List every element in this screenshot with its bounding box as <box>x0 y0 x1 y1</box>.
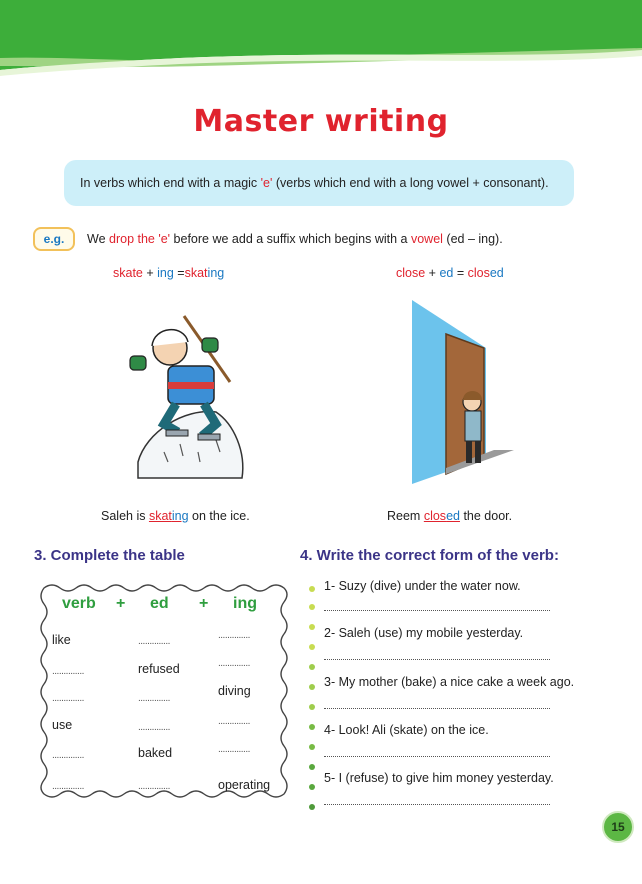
formula-right-a: close <box>396 266 426 280</box>
example-text-3: before we add a suffix which begins with a <box>170 232 411 246</box>
caption-left <box>101 509 250 523</box>
caption-left-c: ing <box>171 509 189 523</box>
cell-r4-ed: .............. <box>138 722 170 733</box>
answer-line-1[interactable] <box>324 610 550 611</box>
formula-right-f: ed <box>489 266 504 280</box>
bullet-dot <box>309 704 315 710</box>
bullet-dot <box>309 604 315 610</box>
formula-right-c: ed <box>439 266 454 280</box>
caption-left-a: Saleh is <box>101 509 149 523</box>
caption-right-a: Reem <box>387 509 424 523</box>
cell-r5-ing: .............. <box>218 744 250 755</box>
cell-r2-verb: .............. <box>52 666 84 677</box>
bullet-dot <box>309 804 315 810</box>
question-2: 2- Saleh (use) my mobile yesterday. <box>324 626 524 640</box>
cell-r1-ed: .............. <box>138 636 170 647</box>
cell-r2-ing: .............. <box>218 658 250 669</box>
example-text-4: vowel <box>410 232 443 246</box>
cell-r2-ed: refused <box>138 662 180 676</box>
example-text-1: We <box>87 232 109 246</box>
cell-r6-ing: operating <box>218 778 271 792</box>
bullet-dot <box>309 744 315 750</box>
formula-right <box>396 266 504 280</box>
eg-badge: e.g. <box>33 227 75 251</box>
caption-left-b: skat <box>148 509 172 523</box>
rule-text-before: In verbs which end with a magic <box>80 176 261 190</box>
rule-text-after: (verbs which end with a long vowel + consonant). <box>272 176 549 190</box>
example-text-2: drop the 'e' <box>109 232 171 246</box>
header-band <box>0 0 642 90</box>
bullet-dot <box>309 586 315 592</box>
caption-right-c: ed <box>446 509 460 523</box>
caption-right <box>387 509 512 523</box>
caption-right-b: clos <box>423 509 447 523</box>
example-sentence <box>87 232 503 246</box>
formula-left-a: skate <box>113 266 143 280</box>
cell-r4-ing: .............. <box>218 716 250 727</box>
page-number-badge: 15 <box>602 811 634 843</box>
question-5: 5- I (refuse) to give him money yesterday. <box>324 771 554 785</box>
answer-line-3[interactable] <box>324 708 550 709</box>
question-1: 1- Suzy (dive) under the water now. <box>324 579 521 593</box>
formula-left-d: = <box>173 266 185 280</box>
answer-line-2[interactable] <box>324 659 550 660</box>
question-4: 4- Look! Ali (skate) on the ice. <box>324 723 489 737</box>
caption-left-d: on the ice. <box>188 509 250 523</box>
formula-right-e: clos <box>467 266 490 280</box>
bullet-dot <box>309 664 315 670</box>
formula-left-b: + <box>142 266 158 280</box>
example-text-5: (ed – ing). <box>442 232 503 246</box>
section-3-heading: 3. Complete the table <box>34 547 185 564</box>
table-header-plus-1: + <box>116 595 126 612</box>
answer-line-4[interactable] <box>324 756 550 757</box>
caption-right-d: the door. <box>459 509 513 523</box>
cell-r1-ing: .............. <box>218 630 250 641</box>
question-3: 3- My mother (bake) a nice cake a week ago. <box>324 675 575 689</box>
cell-r3-ing: diving <box>218 684 251 698</box>
formula-right-b: + <box>425 266 440 280</box>
bullet-dot <box>309 764 315 770</box>
table-header-plus-2: + <box>199 595 209 612</box>
bullet-dot <box>309 724 315 730</box>
cell-r3-ed: .............. <box>138 693 170 704</box>
table-header-verb: verb <box>62 595 96 612</box>
formula-left-f: ing <box>207 266 225 280</box>
formula-right-d: = <box>453 266 468 280</box>
formula-left-c: ing <box>157 266 174 280</box>
cell-r6-verb: .............. <box>52 781 84 792</box>
bullet-dot <box>309 784 315 790</box>
cell-r1-verb: like <box>52 633 71 647</box>
table-header-ing: ing <box>233 595 257 612</box>
closing-door-illustration <box>410 298 514 484</box>
bullet-dot <box>309 644 315 650</box>
section-4-heading: 4. Write the correct form of the verb: <box>300 547 559 564</box>
rule-box <box>64 160 574 206</box>
cell-r6-ed: .............. <box>138 781 170 792</box>
table-header-ed: ed <box>150 595 169 612</box>
cell-r5-verb: .............. <box>52 750 84 761</box>
cell-r5-ed: baked <box>138 746 173 760</box>
rule-text-highlight: 'e' <box>260 176 273 190</box>
bullet-dot <box>309 684 315 690</box>
cell-r4-verb: use <box>52 718 73 732</box>
skating-boy-illustration <box>124 312 250 490</box>
formula-left <box>113 266 224 280</box>
answer-line-5[interactable] <box>324 804 550 805</box>
cell-r3-verb: .............. <box>52 693 84 704</box>
page-title: Master writing <box>193 104 449 139</box>
rule-text <box>80 176 549 190</box>
bullet-dot <box>309 624 315 630</box>
formula-left-e: skat <box>184 266 208 280</box>
